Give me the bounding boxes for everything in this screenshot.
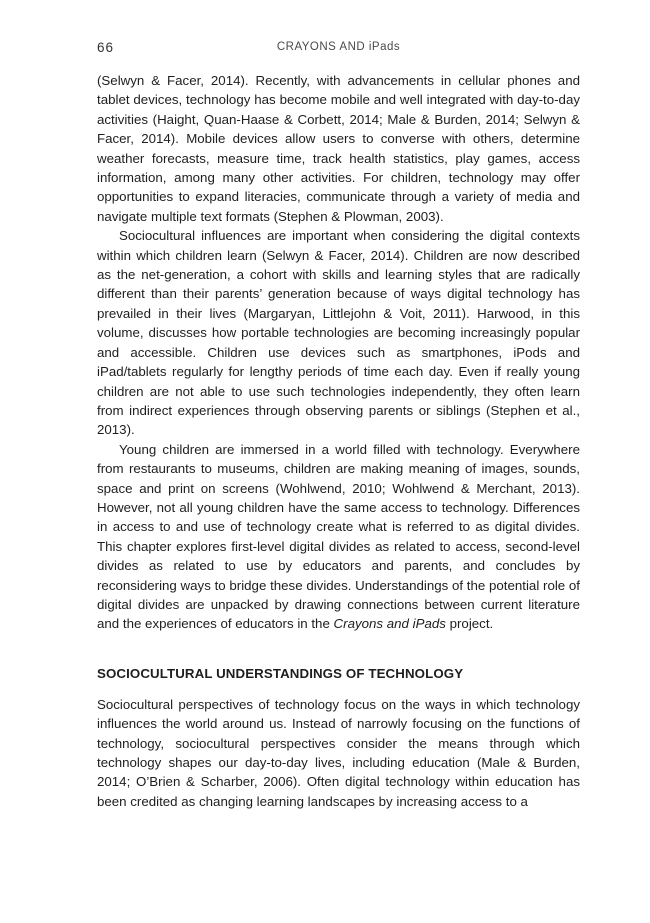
running-head: CRAYONS AND iPads <box>276 41 401 53</box>
body-text <box>97 71 580 811</box>
paragraph-young-children <box>97 440 580 634</box>
paragraph-sociocultural-perspectives: Sociocultural perspectives of technology focus on the ways in which technology influences the world around us. Instead of narrowly focusing on the functions of technology, sociocultural perspectives consider the means through which technology shapes our day-to-day lives, including education (Male & Burden, 2014; O’Brien & Scharber, 2006). Often digital technology within education has been credited as changing learning landscapes by increasing access to a <box>97 696 580 809</box>
page-header <box>97 40 580 60</box>
paragraph-sociocultural-influences: Sociocultural influences are important when considering the digital contexts within which children learn (Selwyn & Facer, 2014). Children are now described as the net-generation, a cohort with skills and learning styles that are radically different than their parents’ generation because of ways digital technology has prevailed in their lives (Margaryan, Littlejohn & Voit, 2011). Harwood, in this volume, discusses how portable technologies are becoming increasingly popular and accessible. Children use devices such as smartphones, iPods and iPad/tablets regularly for lengthy periods of time each day. Even if really young children are not able to use such technologies independently, they often learn from indirect experiences through observing parents or siblings (Stephen et al., 2013). <box>97 228 580 438</box>
section-heading: SOCIOCULTURAL UNDERSTANDINGS OF TECHNOLOGY <box>97 665 464 681</box>
paragraph-continuation: (Selwyn & Facer, 2014). Recently, with advancements in cellular phones and tablet devices, technology has become mobile and well integrated with day-to-day activities (Haight, Quan-Haase & Corbett, 2014; Male & Burden, 2014; Selwyn & Facer, 2014). Mobile devices allow users to converse with others, determine weather forecasts, measure time, track health statistics, play games, access information, among many other activities. For children, technology may offer opportunities to expand literacies, communicate through a variety of media and navigate multiple text formats (Stephen & Plowman, 2003). <box>97 73 580 224</box>
paragraph-young-children-end: project. <box>445 616 494 632</box>
page-number: 66 <box>97 40 115 55</box>
paragraph-young-children-text: Young children are immersed in a world filled with technology. Everywhere from restaurants to museums, children are making meaning of images, sounds, space and print on screens (Wohlwend, 2010; Wohlwend & Merchant, 2013). However, not all young children have the same access to technology. Differences in access to and use of technology create what is referred to as digital divides. This chapter explores first-level digital divides as related to access, second-level divides as related to use by educators and parents, and concludes by reconsidering ways to bridge these divides. Understandings of the potential role of digital divides are unpacked by drawing connections between current literature and the experiences of educators in the <box>97 441 580 632</box>
project-title: Crayons and iPads <box>333 616 446 632</box>
